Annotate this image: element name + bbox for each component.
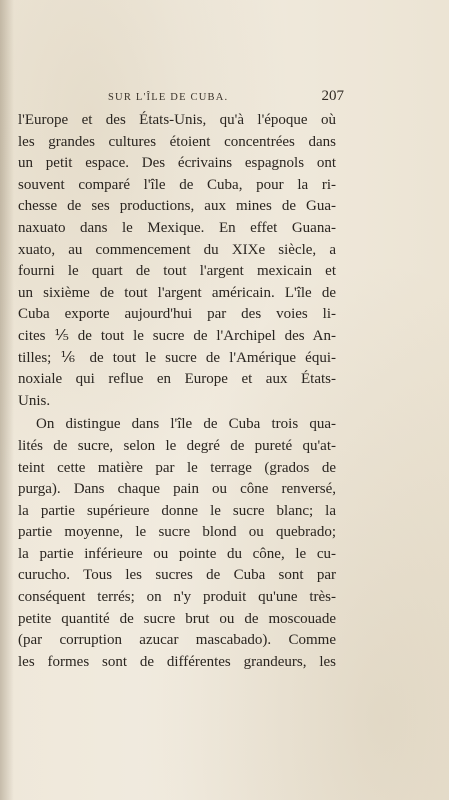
text-line: lités de sucre, selon le degré de pureté qu'at- (18, 437, 336, 454)
text-line: tilles; ⅙ de tout le sucre de l'Amérique équi- (18, 349, 336, 366)
text-line: l'Europe et des États-Unis, qu'à l'époque où (18, 112, 336, 128)
text-line: Cuba exporte aujourd'hui par des voies li- (18, 306, 336, 323)
text-line: un petit espace. Des écrivains espagnols ont (18, 155, 336, 172)
text-line: petite quantité de sucre brut ou de moscouade (18, 610, 336, 627)
text-line: les grandes cultures étoient concentrées dans (18, 133, 336, 150)
text-line: partie moyenne, le sucre blond ou quebrado; (18, 524, 336, 541)
text-line: chesse de ses productions, aux mines de Gua- (18, 198, 336, 215)
text-line: On distingue dans l'île de Cuba trois qua- (36, 416, 336, 433)
text-line: souvent comparé l'île de Cuba, pour la ri- (18, 176, 336, 193)
text-line: xuato, au commencement du XIXe siècle, a (18, 241, 336, 258)
running-head: SUR L'ÎLE DE CUBA. (108, 92, 229, 103)
text-line: cites ⅕ de tout le sucre de l'Archipel des An- (18, 327, 336, 344)
body-text (18, 110, 336, 673)
text-line: naxuato dans le Mexique. En effet Guana- (18, 219, 336, 236)
page-number: 207 (321, 88, 344, 104)
text-line: Unis. (18, 392, 51, 409)
text-line: fourni le quart de tout l'argent mexicain et (18, 263, 336, 280)
text-line: purga). Dans chaque pain ou cône renversé, (18, 481, 336, 498)
text-line: les formes sont de différentes grandeurs, les (18, 653, 336, 670)
page-header (108, 88, 344, 108)
text-line: la partie supérieure donne le sucre blanc; la (18, 502, 336, 519)
text-line: conséquent terrés; on n'y produit qu'une très- (18, 589, 336, 606)
text-line: un sixième de tout l'argent américain. L'île de (18, 284, 336, 301)
text-line: noxiale qui reflue en Europe et aux États- (18, 371, 336, 388)
binding-shadow (0, 0, 14, 800)
text-line: la partie inférieure ou pointe du cône, le cu- (18, 545, 336, 562)
paragraph-1 (18, 110, 336, 412)
paragraph-2 (18, 414, 336, 673)
text-line: (par corruption azucar mascabado). Comme (18, 632, 336, 649)
text-line: curucho. Tous les sucres de Cuba sont par (18, 567, 336, 584)
text-line: teint cette matière par le terrage (grados de (18, 459, 336, 476)
